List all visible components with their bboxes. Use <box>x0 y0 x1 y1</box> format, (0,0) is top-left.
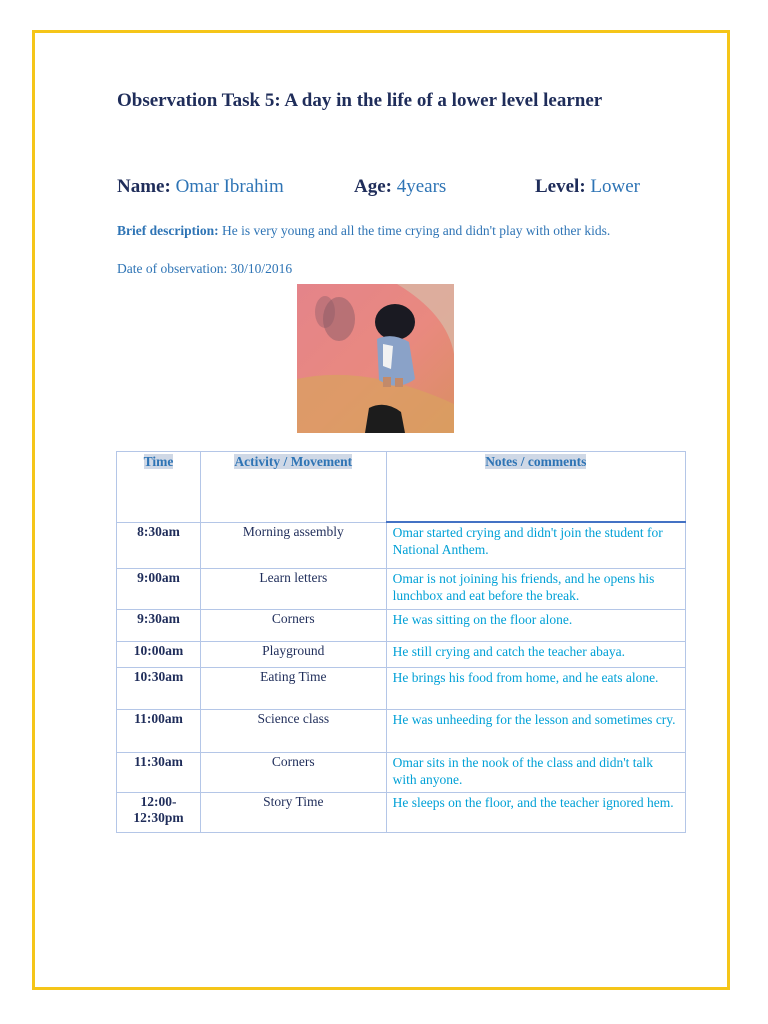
col-header-time: Time <box>117 452 201 523</box>
activity-cell: Corners <box>200 752 386 792</box>
time-cell: 11:30am <box>117 752 201 792</box>
time-cell: 11:00am <box>117 709 201 752</box>
brief-description <box>117 221 662 240</box>
col-header-notes: Notes / comments <box>386 452 685 523</box>
table-row <box>117 641 686 667</box>
observation-date: Date of observation: 30/10/2016 <box>117 261 293 276</box>
activity-cell: Corners <box>200 609 386 641</box>
age-value: 4years <box>396 176 447 197</box>
activity-cell: Eating Time <box>200 667 386 709</box>
activity-cell: Learn letters <box>200 568 386 609</box>
level-field <box>535 176 640 198</box>
name-value: Omar Ibrahim <box>175 176 284 197</box>
notes-cell: Omar started crying and didn't join the student for National Anthem. <box>386 522 685 568</box>
page-title: Observation Task 5: A day in the life of a lower level learner <box>117 90 603 111</box>
notes-cell: He brings his food from home, and he eats alone. <box>386 667 685 709</box>
time-cell: 8:30am <box>117 522 201 568</box>
table-row <box>117 522 686 568</box>
table-row <box>117 752 686 792</box>
age-field <box>354 176 446 198</box>
table-row <box>117 792 686 832</box>
table-row <box>117 667 686 709</box>
notes-cell: He was sitting on the floor alone. <box>386 609 685 641</box>
table-header-row <box>117 452 686 523</box>
activity-cell: Morning assembly <box>200 522 386 568</box>
notes-cell: He still crying and catch the teacher abaya. <box>386 641 685 667</box>
time-cell: 12:00-12:30pm <box>117 792 201 832</box>
level-label: Level: <box>535 176 586 197</box>
time-cell: 10:00am <box>117 641 201 667</box>
notes-cell: He sleeps on the floor, and the teacher ignored hem. <box>386 792 685 832</box>
description-text: He is very young and all the time crying and didn't play with other kids. <box>221 223 611 238</box>
observation-table <box>116 451 686 833</box>
name-field <box>117 176 284 198</box>
level-value: Lower <box>590 176 640 197</box>
name-label: Name: <box>117 176 171 197</box>
description-label: Brief description: <box>117 223 219 238</box>
col-header-activity: Activity / Movement <box>200 452 386 523</box>
time-cell: 9:00am <box>117 568 201 609</box>
time-cell: 9:30am <box>117 609 201 641</box>
table-row <box>117 609 686 641</box>
activity-cell: Playground <box>200 641 386 667</box>
age-label: Age: <box>354 176 392 197</box>
notes-cell: Omar is not joining his friends, and he opens his lunchbox and eat before the break. <box>386 568 685 609</box>
notes-cell: He was unheeding for the lesson and sometimes cry. <box>386 709 685 752</box>
notes-cell: Omar sits in the nook of the class and didn't talk with anyone. <box>386 752 685 792</box>
activity-cell: Story Time <box>200 792 386 832</box>
activity-cell: Science class <box>200 709 386 752</box>
time-cell: 10:30am <box>117 667 201 709</box>
child-photo <box>297 284 454 433</box>
table-row <box>117 568 686 609</box>
table-row <box>117 709 686 752</box>
